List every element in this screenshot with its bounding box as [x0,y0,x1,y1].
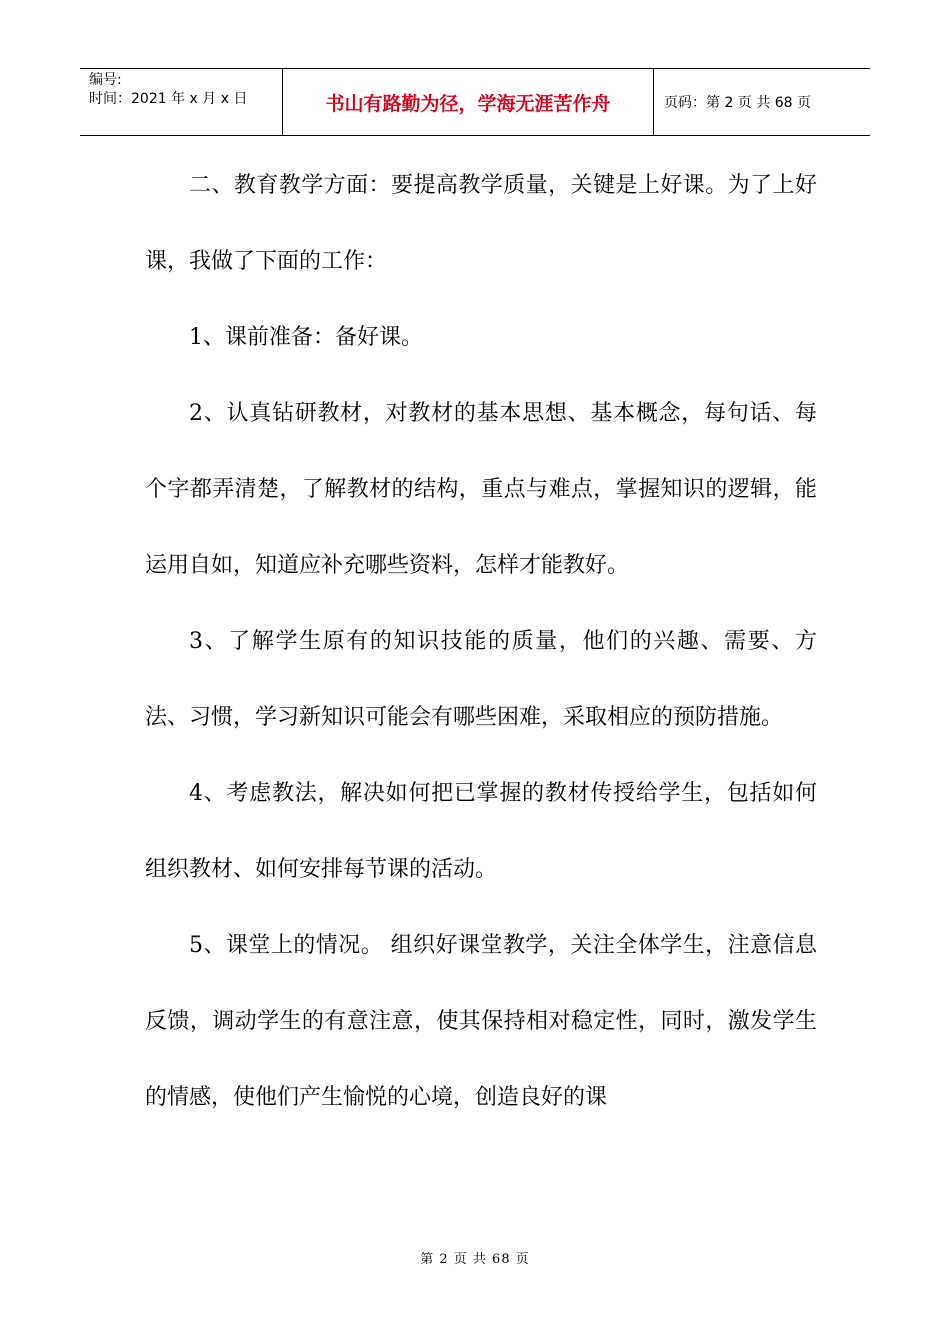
paragraph-item-3: 3、了解学生原有的知识技能的质量，他们的兴趣、需要、方法、习惯，学习新知识可能会有哪些困难，采取相应的预防措施。 [145,629,817,730]
document-number-label: 编号: [89,72,122,88]
paragraph-item-5: 5、课堂上的情况。 组织好课堂教学，关注全体学生，注意信息反馈，调动学生的有意注意，使其保持相对稳定性，同时，激发学生的情感，使他们产生愉悦的心境，创造良好的课 [145,933,817,1110]
document-body [145,148,817,1136]
document-date: 时间：2021 年 x 月 x 日 [89,91,248,107]
paragraph-item-1: 1、课前准备：备好课。 [189,325,423,350]
paragraph-item-4: 4、考虑教法，解决如何把已掌握的教材传授给学生，包括如何组织教材、如何安排每节课的活动。 [145,781,817,882]
header-motto: 书山有路勤为径，学海无涯苦作舟 [282,69,654,135]
header-page-info: 页码：第 2 页 共 68 页 [664,95,811,111]
paragraph-item-2: 2、认真钻研教材，对教材的基本思想、基本概念，每句话、每个字都弄清楚，了解教材的结构，重点与难点，掌握知识的逻辑，能运用自如，知道应补充哪些资料，怎样才能教好。 [145,401,817,578]
page-header [80,68,870,136]
header-meta [80,69,282,135]
page-footer: 第 2 页 共 68 页 [420,1252,530,1267]
paragraph-teaching-intro: 二、教育教学方面：要提高教学质量，关键是上好课。为了上好课，我做了下面的工作： [145,173,817,274]
